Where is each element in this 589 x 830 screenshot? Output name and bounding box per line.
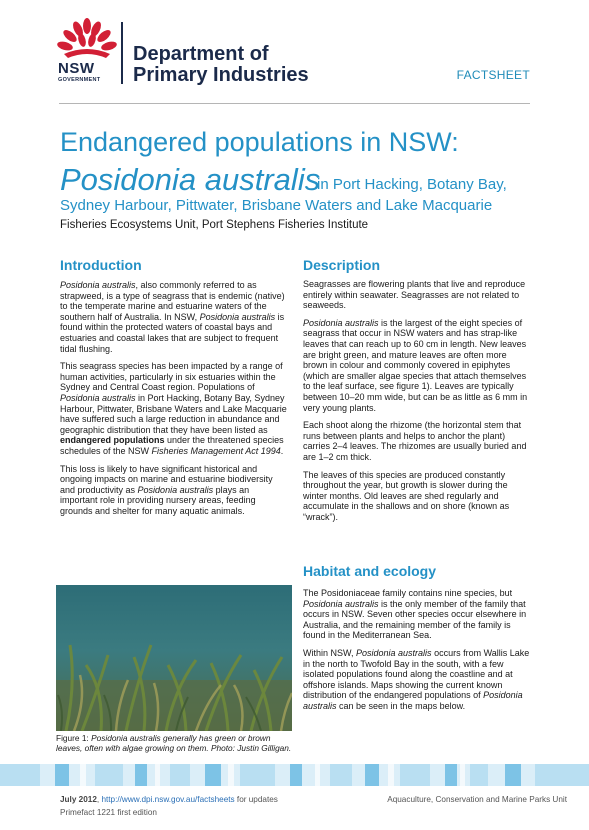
text-run: The Posidoniaceae family contains nine species, but	[303, 588, 513, 598]
byline: Fisheries Ecosystems Unit, Port Stephens Fisheries Institute	[60, 219, 369, 231]
species-name: Posidonia australis	[303, 598, 379, 609]
species-name: Posidonia australis	[356, 647, 432, 658]
factsheets-link[interactable]: http://www.dpi.nsw.gov.au/factsheets	[101, 795, 235, 804]
description-paragraph-1: Seagrasses are flowering plants that live and reproduce entirely within seawater. Seagrasses are not related to seaweeds.	[303, 279, 526, 311]
title-species: Posidonia australis	[60, 162, 321, 197]
text-run: can be seen in the maps below.	[336, 700, 466, 711]
government-label: GOVERNMENT	[58, 77, 101, 83]
description-heading: Description	[303, 257, 381, 273]
habitat-heading: Habitat and ecology	[303, 563, 437, 579]
species-name: Posidonia australis	[60, 392, 136, 403]
text-run: under the threatened species schedules of the NSW	[60, 435, 284, 456]
department-name	[133, 44, 309, 86]
species-name: Posidonia australis	[137, 484, 214, 495]
species-name: Posidonia australis	[91, 733, 161, 743]
description-paragraph-3: Each shoot along the rhizome (the horizontal stem that runs between plants and helps to anchor the plant) carries 2–4 leaves. The rhizomes are usually buried and are 1–2 cm thick.	[303, 420, 527, 462]
description-body	[303, 279, 533, 529]
department-line-2: Primary Industries	[133, 64, 309, 86]
primefact-number: Primefact 1221 first edition	[60, 808, 157, 817]
text-run: ,	[96, 795, 102, 804]
caption-text: generally has green or brown leaves, often with algae growing on them. Photo: Justin Gilligan.	[56, 733, 292, 753]
act-name: Fisheries Management Act 1994	[151, 445, 281, 456]
department-line-1: Department of	[133, 43, 269, 65]
text-run: .	[280, 445, 284, 456]
text-run: in Port Hacking, Botany Bay, Sydney Harbour, Pittwater, Brisbane Waters and Lake Macquarie have suffered such a large reduction in abundance and geographic distribution that they have been listed as	[60, 392, 287, 435]
description-paragraph-2	[303, 318, 533, 413]
text-run: occurs from Wallis Lake in the north to Twofold Bay in the south, with a few isolated populations found along the coastline and at offshore islands. Maps showing the current known distribution of the endangered populations of	[303, 647, 530, 701]
species-name: Posidonia australis	[60, 280, 136, 290]
habitat-paragraph-1	[303, 588, 533, 641]
text-run: This seagrass species has been impacted by a range of human activities, particularly in six estuaries within the Sydney and Central Coast region. Populations of	[60, 361, 283, 393]
title-line-3: Sydney Harbour, Pittwater, Brisbane Waters and Lake Macquarie	[60, 197, 493, 214]
species-name: Posidonia australis	[199, 311, 276, 322]
introduction-heading: Introduction	[60, 257, 142, 273]
bold-term: endangered populations	[60, 435, 165, 446]
intro-paragraph-3	[60, 464, 288, 517]
intro-paragraph-2	[60, 361, 288, 456]
footer-unit: Aquaculture, Conservation and Marine Parks Unit	[387, 795, 567, 804]
text-run: is the only member of the family that occurs in NSW. Seven other species occur elsewhere in Australia, and the remaining member of the family is found in the Mediterranean Sea.	[303, 598, 527, 641]
figure-caption	[56, 734, 292, 753]
footer-date: July 2012	[60, 795, 97, 804]
species-name: Posidonia australis	[303, 317, 379, 328]
text-run: plays an important role in providing nursery areas, feeding grounds and shelter for many aquatic animals.	[60, 484, 256, 516]
figure-label: Figure 1:	[56, 733, 92, 743]
title-line-2-rest: in Port Hacking, Botany Bay,	[317, 176, 507, 193]
seagrass-photo	[56, 585, 292, 731]
text-run: , also commonly referred to as strapweed, is a type of seagrass that is endemic (native) to the temperate marine and estuarine waters of the southern half of Australia. In NSW,	[60, 280, 285, 322]
habitat-paragraph-2	[303, 648, 533, 712]
title-line-1: Endangered populations in NSW:	[60, 127, 459, 157]
logo-divider	[121, 22, 123, 84]
decorative-strip	[0, 764, 589, 786]
text-run: Within NSW,	[303, 647, 357, 658]
header-rule	[59, 103, 530, 104]
description-paragraph-4: The leaves of this species are produced constantly throughout the year, but growth is slower during the winter months. Old leaves are shed regularly and accumulate in the shallows and on shore (known as “wrack”).	[303, 469, 510, 522]
habitat-body	[303, 588, 533, 719]
text-run: for updates	[234, 795, 278, 804]
document-type: FACTSHEET	[456, 68, 530, 82]
footer-date-line	[60, 795, 278, 804]
text-run: is the largest of the eight species of seagrass that occur in NSW waters and has strap-like leaves that can reach up to 60 cm in length. New leaves are bright green, and mature leaves are often more brown in colour and commonly covered in epiphytes (which are smaller algae species that attach themselves to the leaf surface, see figure 1). Leaves are typically between 10–20 mm wide, but can be as little as 6 mm in very young plants.	[303, 317, 528, 413]
text-run: is found within the protected waters of coastal bays and estuaries and coastal lakes that are subject to frequent tidal flushing.	[60, 311, 285, 354]
species-name: Posidonia australis	[303, 690, 523, 711]
intro-paragraph-1	[60, 280, 288, 354]
text-run: This loss is likely to have significant historical and ongoing impacts on marine and estuarine biodiversity and productivity as	[60, 463, 273, 495]
nsw-wordmark: NSW	[58, 60, 95, 77]
introduction-body	[60, 280, 288, 523]
